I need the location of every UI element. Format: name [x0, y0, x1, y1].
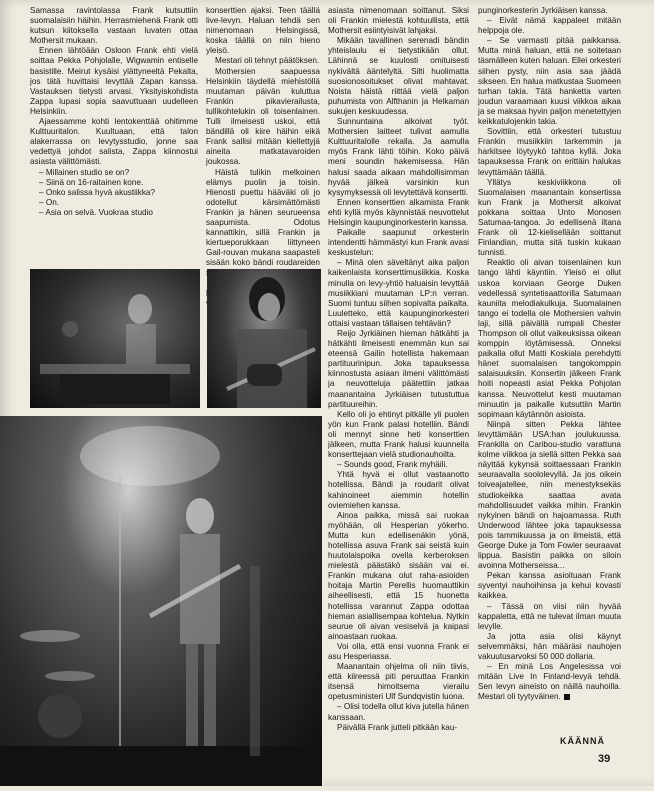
paragraph: Ajaessamme kohti lentokenttää ohitimme Kulttuuritalon. Kuultuaan, että talon alakerrassa on levytysstudio, jonne saa vedettyä johdot salista, Zappa kiinnostui asiasta välittömästi. [30, 117, 198, 167]
paragraph [478, 662, 621, 702]
concert-photo-keyboards [30, 269, 200, 408]
article-column-1 [30, 6, 198, 268]
paragraph: Paikalle saapunut orkesterin intendentti hämmästyi kun Frank avasi keskustelun: [328, 228, 469, 258]
article-column-3 [328, 6, 469, 766]
paragraph: Ja jotta asia olisi käynyt selvemmäksi, hän määräsi nauhojen vakuutusarvoksi 50 000 dollaria. [478, 631, 621, 661]
paragraph: – Siinä on 16-raitainen kone. [39, 177, 144, 187]
paragraph: Maanantain ohjelma oli niin tiivis, että kiireessä piti peruuttaa Frankin itsensä himoitsema vierailu opetusministeri Ulf Sundqvistin luona. [328, 662, 469, 702]
paragraph: Reijo Jyrkiäinen hieman hätkähti ja hätkähti ilmeisesti enemmän kun sai eteensä Gailin hotellista hakemaan partituurinipun. Joka tapauksessa kiinnostusta asiaan ilmeni välittömästi ja neuvotteluja päätettiin jatkaa maanantaina Jyrkiäisen tutustuttua partituureihin. [328, 329, 469, 409]
paragraph: – Minä olen säveltänyt aika paljon kaikenlaista konserttimusiikkia. Koska minulla on levy-yhtiö haluaisin levyttää musiikkiani muutaman LP:n verran. Suomi tuntuu siihen sopivalta paikalta. Luuletteko, että kaupunginorkesteri ottaisi vastaan tällaisen tehtävän? [328, 258, 469, 328]
paragraph: – Millainen studio se on? [39, 167, 130, 177]
paragraph: Pekan kanssa asioituaan Frank syventyi nauhoihinsa ja kehui kovasti kaikkea. [478, 571, 621, 601]
closing-sentence: – En minä Los Angelesissa voi mitään Live In Finland-levyä tehdä. Sen levyn aineisto on näillä nauhoilla. Mestari oli tyytyväinen. [478, 662, 621, 702]
article-column-2 [206, 6, 320, 268]
paragraph: Mikään tavallinen serenadi bändin yhteislaulu ei tietystikään ollut. Lähinnä se kuulosti omituisesti nykivältä ääntelyltä. Silti huolimatta suosionosoitukset olivat mahtavat. Noista häistä riittää vielä paljon puhumista von Alfthanin ja Helkaman sukujen keskuudessa. [328, 36, 469, 116]
paragraph: Ennen lähtöään Osloon Frank ehti vielä soittaa Pekka Pohjolalle, Wigwamin entiselle basistille. Meirut kysäisi ylättyneeltä Pekalta, jos tätä huvittaisi levyttää Zapan kanssa. Vastauksen tietysti arvasi. Yksityiskohdista Zappa lupasi sopia saavuttuaan uudelleen Helsinkiin. [30, 46, 198, 116]
paragraph: – Sounds good, Frank myhäili. [337, 460, 448, 470]
end-mark-icon [564, 694, 570, 700]
paragraph: Sunnuntaina alkoivat työt. Mothersien laitteet tulivat aamulla Kulttuuritalolle rekalla. Ja aamulla myös Frank lähti töihin. Koko päivä meni soundin hakemisessa. Hän halusi saada aikaan mahdollisimman hyvää jälkeä varsinkin kun kysymyksessä oli levytettävä konsertti. [328, 117, 469, 197]
paragraph: Yhtä hyvä ei ollut vastaanotto hotellissa. Bändi ja roudarit olivat kahinoineet aiemmin hotellin oviemiehen kanssa. [328, 470, 469, 510]
paragraph: Sovittiin, että orkesteri tutustuu Frankin musiikkiin tarkemmin ja harkitsee löytyykö tahtoa kyllä. Joka tapauksessa Frank on erittäin halukas levyttämään täällä. [478, 127, 621, 177]
paragraph: konserttien ajaksi. Teen täällä live-levyn. Haluan tehdä sen nimenomaan Helsingissä, koska täällä on niin hieno yleisö. [206, 6, 320, 56]
photo-band-on-stage [0, 416, 322, 786]
paragraph: Mestari oli tehnyt päätöksen. [215, 56, 320, 66]
paragraph: – Eivät nämä kappaleet mitään helppoja ole. [478, 16, 621, 36]
paragraph: – Onko salissa hyvä akustiikka? [39, 187, 156, 197]
paragraph: – Olisi todella ollut kiva jutella hänen kanssaan. [328, 702, 469, 722]
paragraph: Päivällä Frank jutteli pitkään kau- [337, 722, 458, 732]
paragraph: – Se varmasti pitää paikkansa. Mutta minä haluan, että ne soitetaan täsmälleen kuten haluan. Ellei orkesteri siihen pysty, niin asia saa jäädä sikseen. En halua matkustaa Suomeen turhan takia. Tätä hankettа varten joudun varaamaan kuusi viikkoa aikaa ja se maksaa hyvin paljon menetettyjen keikkatulojenkin takia. [478, 36, 621, 127]
paragraph: Häistä tulikin melkoinen elämys puolin ja toisin. Hienosti puettu hääväki oli jo odotellut kärsimättömästi Frankin ja hänen seurueensa saapumista. Odotus kannattikin, sillä Frankin ja kiertueporukkaan liittyneen Gail-rouvan mukana saapasteli sisään koko bändi roudareiden [206, 167, 320, 268]
article-column-4 [478, 6, 621, 706]
page-number: 39 [598, 753, 611, 765]
paragraph: Mothersien saapuessa Helsinkiin täydellä miehistöllä muutaman päivän kuluttua Frankin pikavierailusta, tullikohtelukin oli toisenlainen. Tulli ilmeisesti uskoi, että bändillä oli kiire häihin eikä Frank sallisi mitään kiellettyjä aineita matkatavaroiden joukossa. [206, 66, 320, 167]
photo-zappa-guitar [207, 269, 321, 408]
paragraph: Ennen konserttien alkamista Frank ehti kyllä myös käynnistää neuvottelut Helsingin kaupunginorkesterin kanssa. [328, 197, 469, 227]
photo-illustration [30, 269, 200, 408]
paragraph: – On. [39, 197, 60, 207]
paragraph: Niinpä sitten Pekka lähtee levyttämään USA:han joulukuussa. Frankilla on Caribou-studio varattuna kolme viikkoa ja siellä sitten Pekka saa näyttää kykynsä soittaessaan Frankin seuraavalla soololevyllä. Ja jos oikein toiveajatellee, niin menestyksekäs studiokeikka saattaa avata mahdollisuudet vaikka mihin. Frankin nykyinen bändi on hajoamassa. Ruth Underwood lähtee joka tapauksessa pois tammikuussa ja on ilmeistä, että George Duke ja Tom Fowler seuraavat lippua. Basistin paikka on siloin avoinna Motherseissa... [478, 419, 621, 571]
paragraph: Yllätys keskiviikkona oli Suomalaisen maanantain konsertissa kun Frank ja Mothersit alkoivat pokkana soittaa Unto Monosen Satumaa-tangoa. Jo edellisenä iltana Frank oli 12-kielisellään soittanut Finlandian, mutta sitä tuskin kukaan tunnisti. [478, 177, 621, 258]
paragraph: Samassa ravintolassa Frank kutsuttiin suomalaisiin häihin. Herrasmiehenä Frank otti kutsun kiitoksella vastaan luvaten ottaa Mothersit mukaan. [30, 6, 198, 46]
paragraph: Voi olla, että ensi vuonna Frank ei asu Hesperiassa. [328, 641, 469, 661]
paragraph: – Tässä on viisi niin hyvää kappaletta, että ne tulevat ilman muuta levylle. [478, 601, 621, 631]
photo-illustration [0, 416, 322, 786]
photo-illustration [207, 269, 321, 408]
paragraph: asiasta nimenomaan soittanut. Siksi oli Frankin mielestä kohtuullista, että Mothersit esiintyisivät lahjaksi. [328, 6, 469, 36]
paragraph: – Asia on selvä. Vuokraa studio [39, 207, 153, 217]
turn-page-label: KÄÄNNÄ [560, 736, 605, 746]
paragraph: Kello oli jo ehtinyt pitkälle yli puolen yön kun Frank palasi hotelliin. Bändi oli mennyt sinne heti konserttien jälkeen, mutta Frank halusi kuunnella konserttejaan vielä studionauhoilta. [328, 409, 469, 460]
paragraph: punginorkesterin Jyrkiäisen kanssa. [478, 6, 608, 15]
paragraph: Ainoa paikka, missä sai ruokaa myöhään, oli Hesperian yökerho. Mutta kun edellisenäkin yönä, hotellissa asuva Frank sai seistä kuin huutolaispoika ovella kerberoksen mielestä päästäkö sisään vai ei. Frankin mukana olut raha-asioiden hoitaja Martin Perellis huomauttikin aiheellisesti, että 15 huonetta hotellissa varannut Zappa odottaa hieman asiallisempaa kohtelua. Nytkin seurue oli aivan vesiselvä ja kaipasi ainoastaan ruokaa. [328, 510, 469, 641]
paragraph: Reaktio oli aivan toisenlainen kun tango lähti käyntiin. Yleisö ei ollut uskoa korviaan George Duken vedellessä syntetisaattorilla Satumaan kauniita melodiakulkuja. Suomalainen tango ei todella ole Mothersien vahvin laji, sillä päivällä rumpali Chester Thompson oli ollut vaikeuksissa oikean komppin löytämisessä. Onneksi paikalla ollut Matti Koskiala perehdytti hänet suomalaisen tangokomppin salaisuuksiin. Konsertin jälkeen Frank hoiti nopeasti asiat Pekka Pohjolan kanssa. Neuvottelut kesti muutaman minuutin ja paikalle kutsuttiin Martin sopimaan käytännön asioista. [478, 258, 621, 419]
